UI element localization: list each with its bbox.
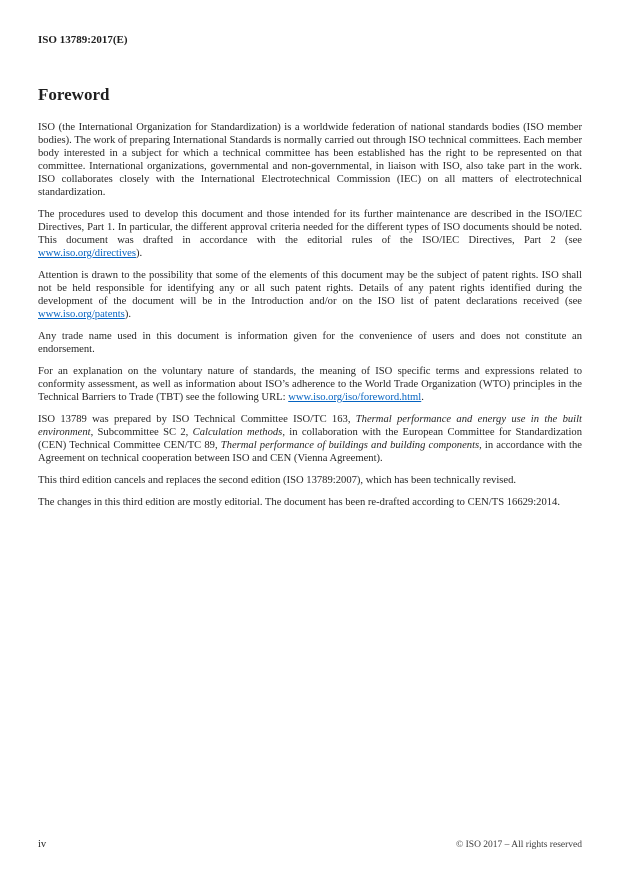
link-iso-directives[interactable]: www.iso.org/directives [38,247,136,259]
para-committee-text-1: ISO 13789 was prepared by ISO Technical Committee ISO/TC 163, [38,414,356,426]
para-procedures-closing: ). [135,247,143,259]
link-iso-patents[interactable]: www.iso.org/patents [38,308,125,320]
para-editorial-changes: The changes in this third edition are mostly editorial. The document has been re-drafted according to CEN/TS 16629:2014. [38,497,561,509]
committee-title-italic-3: Thermal performance of buildings and building components, [220,439,482,451]
para-third-edition: This third edition cancels and replaces the second edition (ISO 13789:2007), which has been technically revised. [38,475,517,487]
para-procedures-text: The procedures used to develop this document and those intended for its further maintenance are described in the ISO/IEC Directives, Part 1. In particular, the different approval criteria needed for the different types of ISO documents should be noted. This document was drafted in accordance with the editorial rules of the ISO/IEC Directives, Part 2 (see [38,208,582,246]
para-wto-principles-closing: . [421,391,424,403]
para-committee-text-4: in accordance with the Agreement on technical cooperation between ISO and CEN (Vienna Agreement). [38,439,582,464]
document-footer [38,839,582,850]
standard-designation: ISO 13789:2017(E) [38,34,128,46]
document-header [38,34,582,47]
para-wto-principles [38,366,582,405]
para-iso-federation: ISO (the International Organization for Standardization) is a worldwide federation of national standards bodies (ISO member bodies). The work of preparing International Standards is normally carried out through ISO technical committees. Each member body interested in a subject for which a technical committee has been established has the right to be represented on that committee. International organizations, governmental and non-governmental, in liaison with ISO, also take part in the work. ISO collaborates closely with the International Electrotechnical Commission (IEC) on all matters of electrotechnical standardization. [38,122,582,198]
para-committee-text-3: , in collaboration with the European Committee for Standardization (CEN) Technical Committee CEN/TC 89, [38,427,583,451]
page-title: Foreword [38,85,110,104]
copyright-notice: © ISO 2017 – All rights reserved [456,840,582,850]
para-committee-text-2: , Subcommittee SC 2, [90,427,193,439]
page-number: iv [38,839,47,850]
foreword-body [38,122,582,510]
para-patent-rights-closing: ). [124,308,131,320]
para-patent-rights-text: Attention is drawn to the possibility that some of the elements of this document may be the subject of patent rights. ISO shall not be held responsible for identifying any or all such patent rights. Details of any patent rights identified during the development of the document will be in the Introduction and/or on the ISO list of patent declarations received (see [38,269,582,307]
link-iso-foreword-url[interactable]: www.iso.org/iso/foreword.html [288,391,422,403]
para-trade-name: Any trade name used in this document is information given for the convenience of users and does not constitute an endorsement. [38,330,582,355]
para-wto-principles-text: For an explanation on the voluntary nature of standards, the meaning of ISO specific terms and expressions related to conformity assessment, as well as information about ISO’s adherence to the World Trade Organization (WTO) principles in the Technical Barriers to Trade (TBT) see the following URL: [38,366,582,403]
para-procedures [38,209,582,261]
para-patent-rights [38,270,582,322]
committee-title-italic-1: Thermal performance and energy use in the built environment [38,414,582,439]
committee-title-italic-2: Calculation methods [192,427,283,439]
para-committee [38,414,582,466]
